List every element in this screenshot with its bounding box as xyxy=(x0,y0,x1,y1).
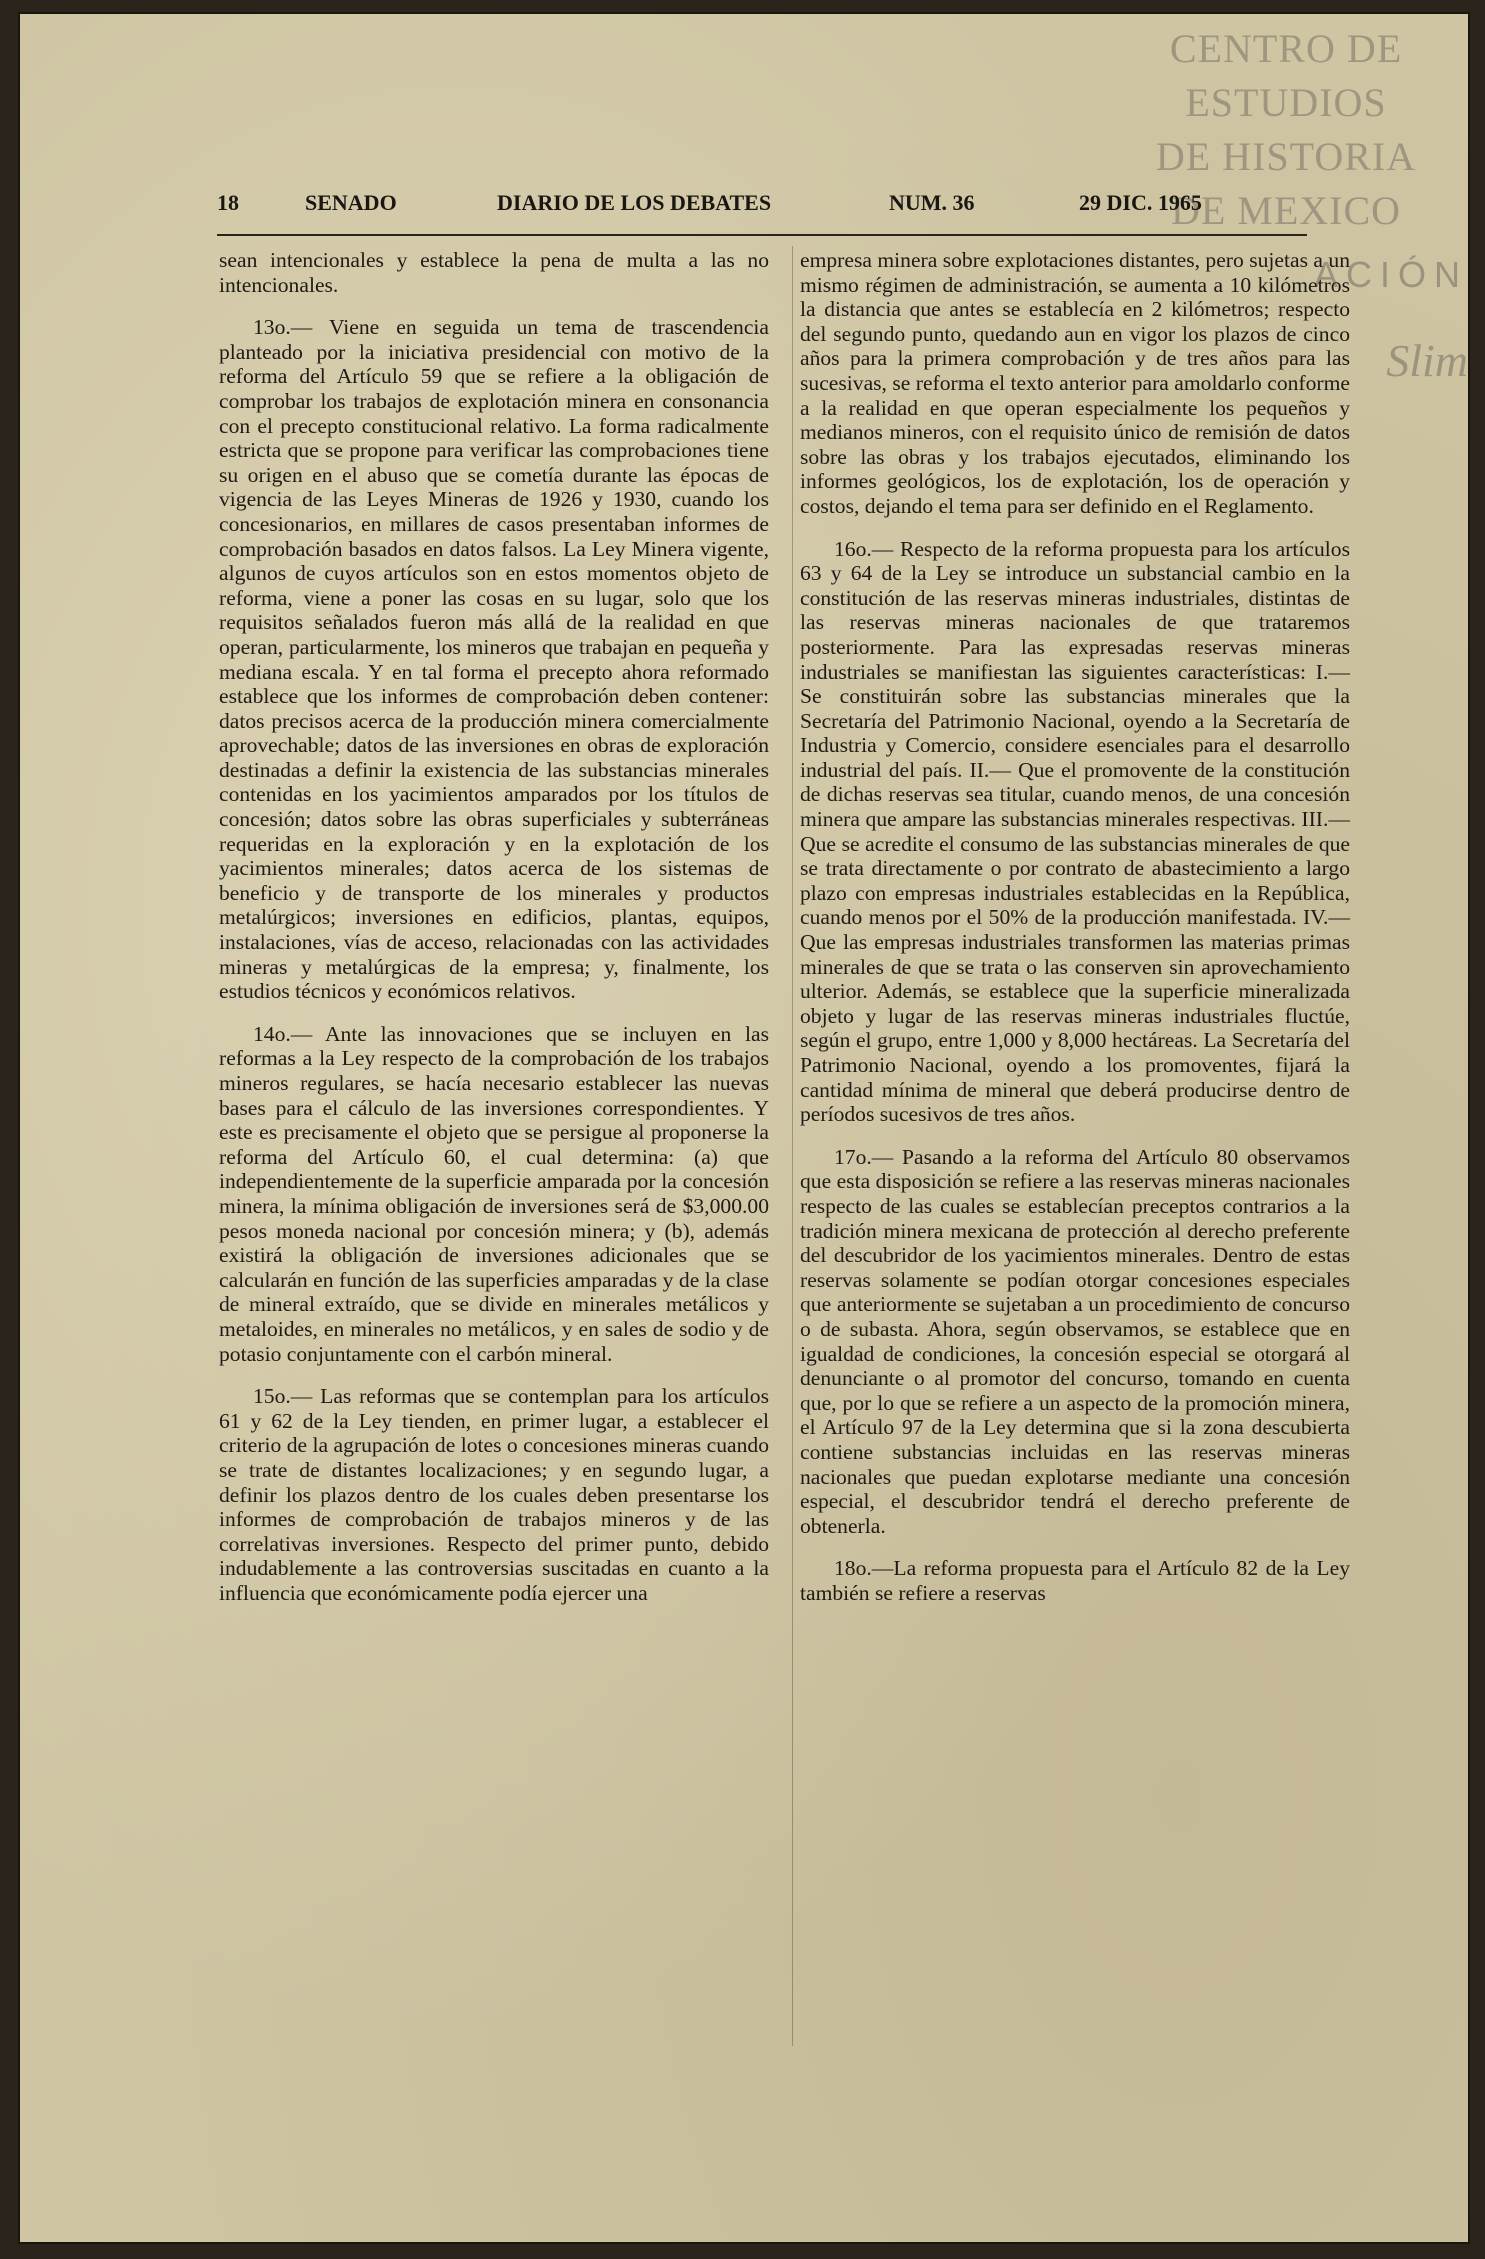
watermark-side-text: ACIÓN xyxy=(1313,254,1468,295)
header-rule xyxy=(217,234,1307,236)
issue-date: 29 DIC. 1965 xyxy=(1079,190,1202,215)
watermark-line: DE HISTORIA xyxy=(1155,134,1417,179)
column-divider xyxy=(792,246,793,2046)
left-column xyxy=(219,248,769,2048)
paragraph: sean intencionales y establece la pena de multa a las no intencionales. xyxy=(219,248,769,297)
publication-title: DIARIO DE LOS DEBATES xyxy=(497,190,772,215)
paragraph: 13o.— Viene en seguida un tema de trascendencia planteado por la iniciativa presidencial con motivo de la reforma del Artículo 59 que se refiere a la obligación de comprobar los trabajos de explotación minera en consonancia con el precepto constitucional relativo. La forma radicalmente estricta que se propone para verificar las comprobaciones tiene su origen en el abuso que se cometía durante las épocas de vigencia de las Leyes Mineras de 1926 y 1930, cuando los concesionarios, en millares de casos presentaban informes de comprobación basados en datos falsos. La Ley Minera vigente, algunos de cuyos artículos son en estos momentos objeto de reforma, viene a poner las cosas en su lugar, solo que los requisitos señalados fueron más allá de la realidad en que operan, particularmente, los mineros que trabajan en pequeña y mediana escala. Y en tal forma el precepto ahora reformado establece que los informes de comprobación deben contener: datos precisos acerca de la producción minera comercialmente aprovechable; datos de las inversiones en obras de exploración destinadas a definir la existencia de las substancias minerales contenidas en los yacimientos amparados por los títulos de concesión; datos sobre las obras superficiales y subterráneas requeridas en la exploración y en la explotación de los yacimientos minerales; datos acerca de los sistemas de beneficio y de transporte de los minerales y productos metalúrgicos; inversiones en edificios, plantas, equipos, instalaciones, vías de acceso, relacionadas con las actividades mineras y metalúrgicas de la empresa; y, finalmente, los estudios técnicos y económicos relativos. xyxy=(219,315,769,1004)
chamber-name: SENADO xyxy=(305,190,397,215)
right-column xyxy=(800,248,1350,2048)
paragraph: 16o.— Respecto de la reforma propuesta para los artículos 63 y 64 de la Ley se introduce un substancial cambio en la constitución de las reservas mineras industriales, distintas de las reservas mineras nacionales de que trataremos posteriormente. Para las expresadas reservas mineras industriales se manifiestan las siguientes características: I.— Se constituirán sobre las substancias minerales que la Secretaría del Patrimonio Nacional, oyendo a la Secretaría de Industria y Comercio, considere esenciales para el desarrollo industrial del país. II.— Que el promovente de la constitución de dichas reservas sea titular, cuando menos, de una concesión minera que ampare las substancias minerales respectivas. III.— Que se acredite el consumo de las substancias minerales de que se trata directamente o por contrato de abastecimiento a largo plazo con empresas industriales establecidas en la República, cuando menos por el 50% de la producción manifestada. IV.— Que las empresas industriales transformen las materias primas minerales de que se trata o las conserven sin aprovechamiento ulterior. Además, se establece que la superficie mineralizada objeto y lugar de las reservas mineras industriales fluctúe, según el grupo, entre 1,000 y 8,000 hectáreas. La Secretaría del Patrimonio Nacional, oyendo a los promoventes, fijará la cantidad mínima de mineral que deberá producirse dentro de períodos sucesivos de tres años. xyxy=(800,536,1350,1127)
page-header xyxy=(217,190,1247,220)
watermark-line: CENTRO DE xyxy=(1169,26,1403,71)
paragraph: empresa minera sobre explotaciones distantes, pero sujetas a un mismo régimen de administración, se aumenta a 10 kilómetros la distancia que antes se establecía en 2 kilómetros; respecto del segundo punto, quedando aun en vigor los plazos de cinco años para la primera comprobación y de tres años para las sucesivas, se reforma el texto anterior para amoldarlo conforme a la realidad en que operan especialmente los pequeños y medianos mineros, con el requisito único de remisión de datos sobre las obras y los trabajos ejecutados, eliminando los informes geológicos, los de explotación, los de operación y costos, dejando el tema para ser definido en el Reglamento. xyxy=(800,248,1350,518)
issue-number: NUM. 36 xyxy=(889,190,975,215)
watermark-signature: Slim xyxy=(1386,335,1468,386)
watermark-line: ESTUDIOS xyxy=(1185,80,1387,125)
page-number: 18 xyxy=(217,190,239,215)
watermark-line: DE MEXICO xyxy=(1170,188,1402,233)
paragraph: 15o.— Las reformas que se contemplan para los artículos 61 y 62 de la Ley tienden, en primer lugar, a establecer el criterio de la agrupación de lotes o concesiones mineras cuando se trate de distantes localizaciones; y en segundo lugar, a definir los plazos dentro de los cuales deben presentarse los informes de comprobación de trabajos mineros y de las correlativas inversiones. Respecto del primer punto, debido indudablemente a las controversias suscitadas en cuanto a la influencia que económicamente podía ejercer una xyxy=(219,1384,769,1605)
paragraph: 14o.— Ante las innovaciones que se incluyen en las reformas a la Ley respecto de la comprobación de los trabajos mineros regulares, se hacía necesario establecer las nuevas bases para el cálculo de las inversiones correspondientes. Y este es precisamente el objeto que se persigue al proponerse la reforma del Artículo 60, el cual determina: (a) que independientemente de la superficie amparada por la concesión minera, la mínima obligación de inversiones será de $3,000.00 pesos moneda nacional por concesión minera; y (b), además existirá la obligación de inversiones adicionales que se calcularán en función de las superficies amparadas y de la clase de mineral extraído, que se divide en minerales metálicos y metaloides, en minerales no metálicos, y en sales de sodio y de potasio conjuntamente con el carbón mineral. xyxy=(219,1021,769,1366)
document-page xyxy=(20,14,1468,2242)
paragraph: 18o.—La reforma propuesta para el Artículo 82 de la Ley también se refiere a reservas xyxy=(800,1556,1350,1605)
paragraph: 17o.— Pasando a la reforma del Artículo 80 observamos que esta disposición se refiere a las reservas mineras nacionales respecto de las cuales se establecían preceptos contrarios a la tradición minera mexicana de protección al derecho preferente del descubridor de los yacimientos minerales. Dentro de estas reservas solamente se podían otorgar concesiones especiales que anteriormente se sujetaban a un procedimiento de concurso o de subasta. Ahora, según observamos, se establece que en igualdad de condiciones, la concesión especial se otorgará al denunciante o al promotor del concurso, tomando en cuenta que, por lo que se refiere a un aspecto de la promoción minera, el Artículo 97 de la Ley determina que si la zona descubierta contiene substancias incluidas en las reservas mineras nacionales que puedan explotarse mediante una concesión especial, el descubridor tendrá el derecho preferente de obtenerla. xyxy=(800,1144,1350,1538)
